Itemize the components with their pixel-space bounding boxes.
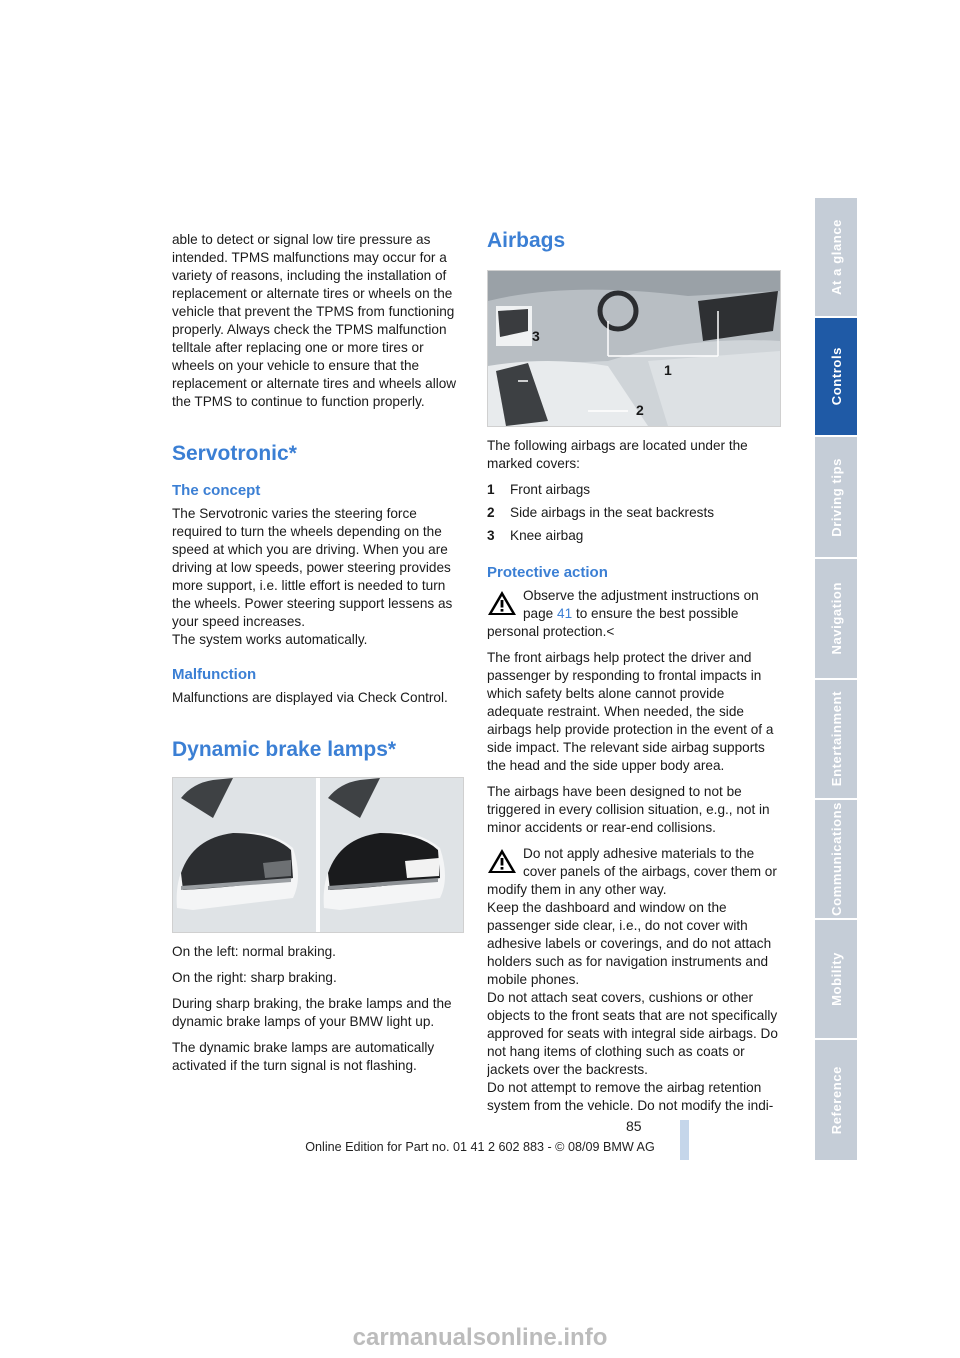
- list-item: 2 Side airbags in the seat backrests: [487, 505, 715, 520]
- warning-note-1: Observe the adjustment instructions on page 41 to ensure the best possible personal protection.<: [487, 588, 759, 639]
- tpms-continuation-text: able to detect or signal low tire pressure as intended. TPMS malfunctions may occur for a variety of reasons, including the installation of replacement or alternate tires or wheels on the vehicle that prevent the TPMS from functioning properly. Always check the TPMS malfunction telltale after replacing one or more tires or wheels on your vehicle to ensure that the replacement or alternate tires and wheels allow the TPMS to continue to function properly.: [172, 232, 457, 409]
- warning-icon: [487, 590, 517, 616]
- tab-mobility[interactable]: Mobility: [828, 952, 844, 1006]
- brake-lamps-illustration: [173, 778, 463, 932]
- chapter-tab-bar: [815, 198, 857, 1160]
- list-item: 3 Knee airbag: [487, 528, 584, 543]
- tab-navigation[interactable]: Navigation: [828, 582, 844, 655]
- airbags-illustration: [488, 271, 780, 426]
- list-item: 1 Front airbags: [487, 482, 591, 497]
- brake-lamps-photo: [172, 777, 464, 933]
- concept-text: The Servotronic varies the steering force required to turn the wheels depending on the speed at which you are driving. When you are driving at low speeds, power steering provides more support, i.e. little effort is needed to turn the wheels. Power steering support lessens as your speed increases.: [172, 506, 453, 629]
- brake-text-2: The dynamic brake lamps are automatically activated if the turn signal is not flashing.: [172, 1040, 435, 1073]
- airbags-heading: Airbags: [487, 229, 566, 252]
- figure-label-1: 1: [664, 362, 672, 378]
- page-41-link[interactable]: 41: [557, 606, 573, 621]
- page-number: 85: [626, 1118, 642, 1134]
- tab-reference[interactable]: Reference: [828, 1065, 844, 1135]
- brake-text-1: During sharp braking, the brake lamps and the dynamic brake lamps of your BMW light up.: [172, 996, 452, 1029]
- airbags-designed-text: The airbags have been designed to not be triggered in every collision situation, e.g., not in minor accidents or rear-end collisions.: [487, 784, 770, 835]
- tab-controls[interactable]: Controls: [815, 318, 857, 435]
- warning-note-2: Do not apply adhesive materials to the cover panels of the airbags, cover them or modify them in any other way. Keep the dashboard and window on the passenger side clear, i.e., do not cover with adhesive labels or coverings, and do not attach holders such as for navigation instruments and mobile phones. Do not attach seat covers, cushions or other objects to the front seats that are not specifically approved for seats with integral side airbags. Do not hang items of clothing such as coats or jackets over the backrests. Do not attempt to remove the airbag retention system from the vehicle. Do not modify the indi-: [487, 846, 778, 1113]
- concept-text-auto: The system works automatically.: [172, 632, 368, 647]
- warning-icon: [487, 848, 517, 874]
- tab-driving-tips[interactable]: Driving tips: [828, 457, 844, 537]
- airbags-photo: [487, 270, 781, 427]
- tab-communications[interactable]: Communications: [828, 802, 844, 916]
- footer-edition-text: Online Edition for Part no. 01 41 2 602 883 - © 08/09 BMW AG: [305, 1140, 655, 1154]
- watermark: carmanualsonline.info: [352, 1324, 608, 1351]
- figure-label-3: 3: [532, 328, 540, 344]
- left-column: [172, 231, 464, 1083]
- tab-at-a-glance[interactable]: At a glance: [828, 219, 844, 295]
- concept-heading: The concept: [172, 482, 261, 499]
- caption-normal-braking: On the left: normal braking.: [172, 944, 336, 959]
- malfunction-text: Malfunctions are displayed via Check Control.: [172, 690, 448, 705]
- servotronic-heading: Servotronic*: [172, 442, 297, 465]
- front-airbags-text: The front airbags help protect the driver and passenger by responding to frontal impacts in which safety belts alone cannot provide adequate restraint. When needed, the side airbags help provide protection in the event of a side impact. The relevant side airbag supports the head and the side upper body area.: [487, 650, 774, 773]
- caption-sharp-braking: On the right: sharp braking.: [172, 970, 337, 985]
- airbag-location-text: The following airbags are located under the marked covers:: [487, 438, 748, 471]
- tab-entertainment[interactable]: Entertainment: [828, 691, 844, 787]
- malfunction-heading: Malfunction: [172, 666, 257, 683]
- right-column: [487, 228, 781, 1115]
- protective-action-heading: Protective action: [487, 564, 608, 581]
- figure-label-2: 2: [636, 402, 644, 418]
- brake-lamps-heading: Dynamic brake lamps*: [172, 738, 397, 761]
